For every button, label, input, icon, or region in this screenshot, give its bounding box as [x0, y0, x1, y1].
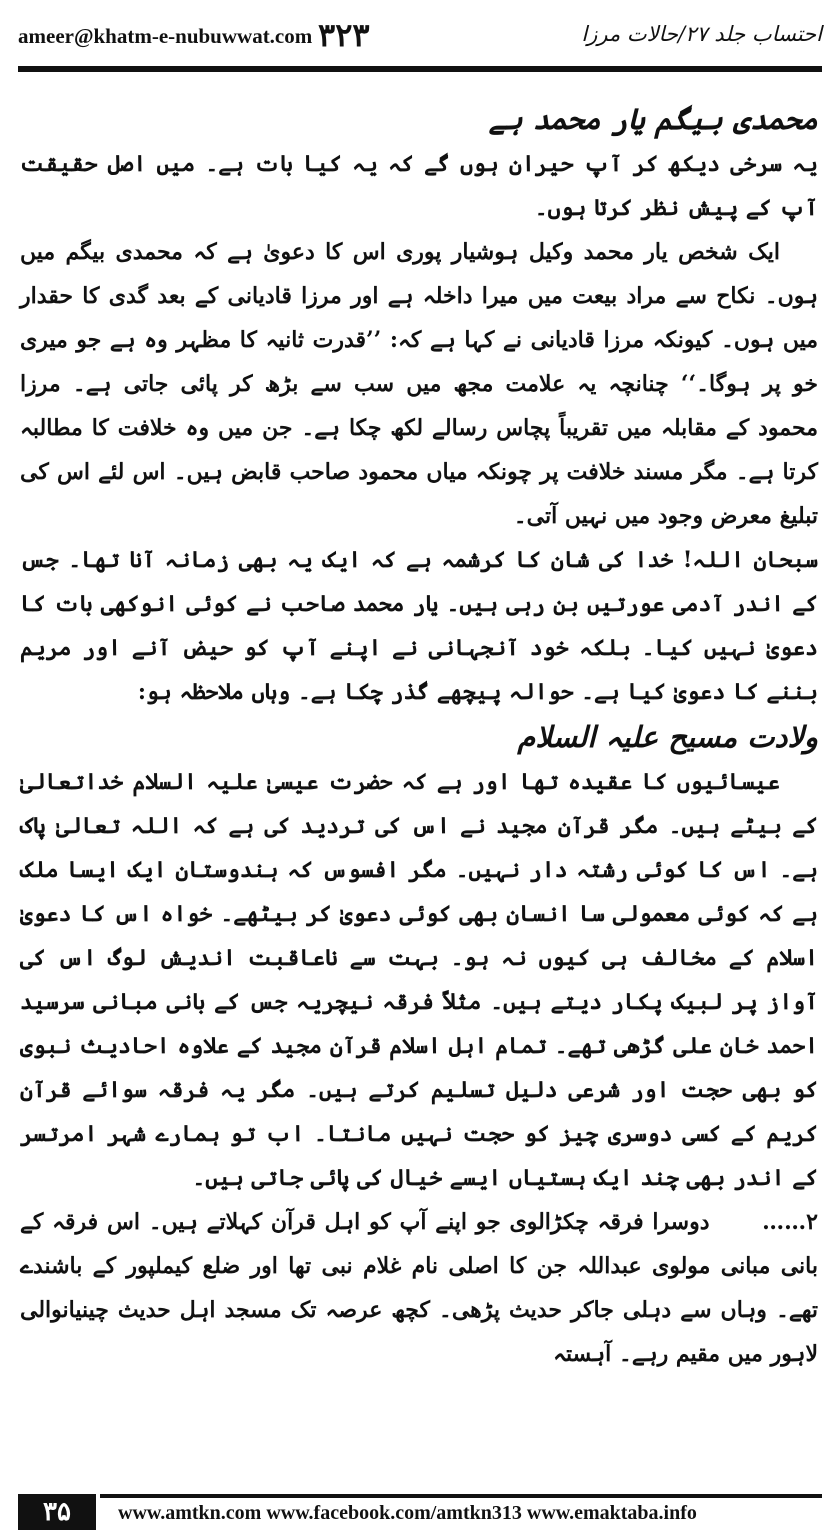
- header-rule: [18, 66, 822, 72]
- running-title: احتساب جلد ۲۷/حالات مرزا: [581, 22, 822, 46]
- footer-urls: www.amtkn.com www.facebook.com/amtkn313 www.emaktaba.info: [118, 1502, 697, 1524]
- page-footer: [18, 1494, 822, 1530]
- paragraph: یہ سرخی دیکھ کر آپ حیران ہوں گے کہ یہ کیا بات ہے۔ میں اصل حقیقت آپ کے پیش نظر کرتا ہوں۔: [20, 151, 818, 221]
- section-heading: محمدی بیگم یار محمد ہے: [488, 102, 818, 136]
- numbered-paragraph: [20, 1200, 818, 1376]
- footer-page-number: ۳۵: [18, 1494, 96, 1530]
- paragraph: ایک شخص یار محمد وکیل ہوشیار پوری اس کا دعویٰ ہے کہ محمدی بیگم میں ہوں۔ نکاح سے مراد بیعت میں میرا داخلہ ہے اور مرزا قادیانی کے بعد گدی کا حقدار میں ہوں۔ کیونکہ مرزا قادیانی نے کہا ہے کہ: ’’قدرت ثانیہ کا مظہر وہ ہے جو میری خو پر ہوگا۔‘‘ چنانچہ یہ علامت مجھ میں سب سے بڑھ کر پائی جاتی ہے۔ مرزا محمود کے مقابلہ میں تقریباً پچاس رسالے لکھ چکا ہے۔ جن میں وہ خلافت کا مطالبہ کرتا ہے۔ مگر مسند خلافت پر چونکہ میاں محمود صاحب قابض ہیں۔ اس لئے اس کی تبلیغ معرض وجود میں نہیں آتی۔: [20, 239, 818, 529]
- paragraph: سبحان اللہ! خدا کی شان کا کرشمہ ہے کہ ایک یہ بھی زمانہ آنا تھا۔ جس کے اندر آدمی عورتیں بن رہی ہیں۔ یار محمد صاحب نے کوئی انوکھی بات کا دعویٰ نہیں کیا۔ بلکہ خود آنجہانی نے اپنے آپ کو حیض آنے اور مریم بننے کا دعویٰ کیا ہے۔ حوالہ پیچھے گذر چکا ہے۔ وہاں ملاحظہ ہو:: [20, 547, 818, 705]
- item-marker: ۲……: [762, 1209, 818, 1235]
- header-page-number: ۳۲۳: [318, 16, 370, 54]
- page-body: [20, 96, 818, 1376]
- header-email: ameer@khatm-e-nubuwwat.com: [18, 24, 313, 48]
- paragraph: عیسائیوں کا عقیدہ تھا اور ہے کہ حضرت عیسیٰ علیہ السلام خداتعالیٰ کے بیٹے ہیں۔ مگر قرآن مجید نے اس کی تردید کی ہے کہ اللہ تعالیٰ پاک ہے۔ اس کا کوئی رشتہ دار نہیں۔ مگر افسوس کہ ہندوستان ایک ایسا ملک ہے کہ کوئی معمولی سا انسان بھی کوئی دعویٰ کر بیٹھے۔ خواہ اس کا دعویٰ اسلام کے مخالف ہی کیوں نہ ہو۔ بہت سے ناعاقبت اندیش لوگ اس کی آواز پر لبیک پکار دیتے ہیں۔ مثلاً فرقہ نیچریہ جس کے بانی مبانی سرسید احمد خان علی گڑھی تھے۔ تمام اہل اسلام قرآن مجید کے علاوہ احادیث نبوی کو بھی حجت اور شرعی دلیل تسلیم کرتے ہیں۔ مگر یہ فرقہ سوائے قرآن کریم کے کسی دوسری چیز کو حجت نہیں مانتا۔ اب تو ہمارے شہر امرتسر کے اندر بھی چند ایک ہستیاں ایسے خیال کی پائی جاتی ہیں۔: [20, 769, 818, 1191]
- page-header: [18, 16, 822, 62]
- section-heading: ولادت مسیح علیہ السلام: [517, 720, 818, 754]
- footer-rule: [100, 1494, 822, 1498]
- item-text: دوسرا فرقہ چکڑالوی جو اپنے آپ کو اہل قرآن کہلاتے ہیں۔ اس فرقہ کے بانی مبانی مولوی عبداللہ جن کا اصلی نام غلام نبی تھا اور ضلع کیملپور کے باشندے تھے۔ وہاں سے دہلی جاکر حدیث پڑھی۔ کچھ عرصہ تک مسجد اہل حدیث چینیانوالی لاہور میں مقیم رہے۔ آہستہ: [20, 1209, 818, 1367]
